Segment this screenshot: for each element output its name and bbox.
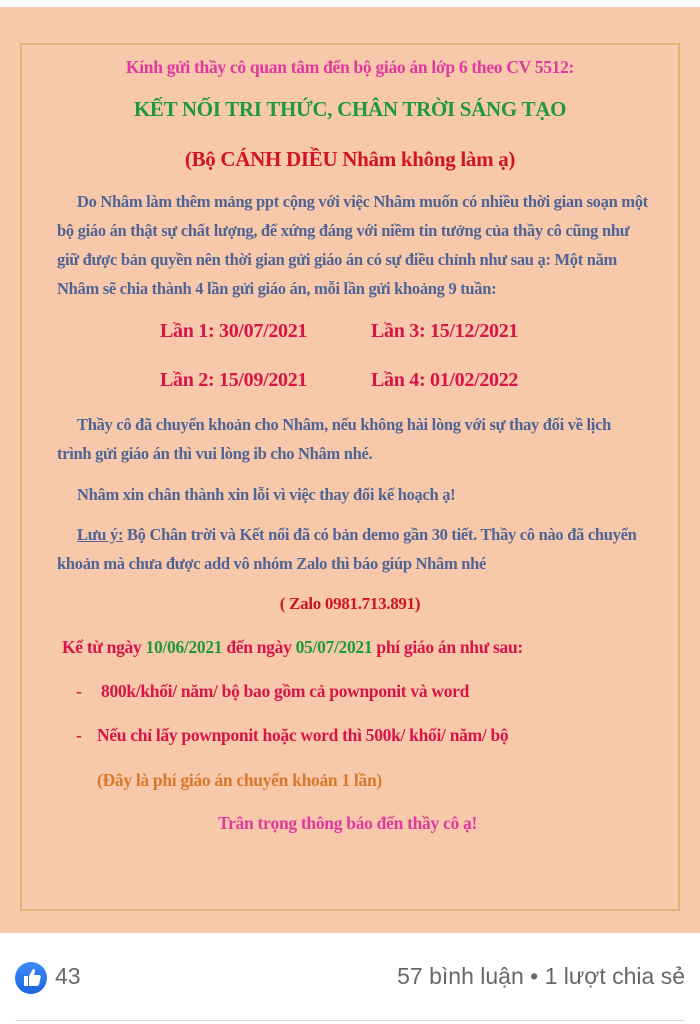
fee-note: (Đây là phí giáo án chuyển khoản 1 lần) <box>97 770 382 790</box>
zalo-contact: ( Zalo 0981.713.891) <box>279 594 421 613</box>
transfer-line: trình gửi giáo án thì vui lòng ib cho Nhâm nhé. <box>57 444 373 463</box>
post-image[interactable] <box>0 7 700 933</box>
bullet-dash: - <box>76 681 82 701</box>
intro-line: giữ được bản quyền nên thời gian gửi giáo án có sự điều chỉnh như sau ạ: Một năm <box>57 250 617 269</box>
schedule-1: Lần 1: 30/07/2021 <box>160 320 308 342</box>
greeting: Kính gửi thầy cô quan tâm đến bộ giáo án lớp 6 theo CV 5512: <box>125 57 575 77</box>
intro-line: bộ giáo án thật sự chất lượng, để xứng đáng với niềm tin tưởng của thầy cô cũng như <box>57 221 630 240</box>
fee-suffix: phí giáo án như sau: <box>372 637 523 657</box>
fee-heading <box>62 637 523 658</box>
schedule-3: Lần 3: 15/12/2021 <box>371 320 519 342</box>
note-line-2: khoản mà chưa được add vô nhóm Zalo thì báo giúp Nhâm nhé <box>57 554 487 573</box>
closing: Trân trọng thông báo đến thầy cô ạ! <box>218 813 477 833</box>
subtitle: (Bộ CÁNH DIỀU Nhâm không làm ạ) <box>184 147 516 171</box>
schedule-4: Lần 4: 01/02/2022 <box>371 369 519 391</box>
note-label: Lưu ý: <box>77 525 124 544</box>
title: KẾT NỐI TRI THỨC, CHÂN TRỜI SÁNG TẠO <box>133 97 567 121</box>
note-line <box>77 525 636 545</box>
fee-item: Nếu chỉ lấy pownponit hoặc word thì 500k/ khối/ năm/ bộ <box>97 725 509 745</box>
fee-date-end: 05/07/2021 <box>295 637 373 657</box>
fee-prefix: Kể từ ngày <box>62 637 146 657</box>
bullet-dash: - <box>76 725 82 745</box>
fee-mid: đến ngày <box>222 637 296 657</box>
schedule-2: Lần 2: 15/09/2021 <box>160 369 308 391</box>
intro-line: Nhâm sẽ chia thành 4 lần gửi giáo án, mỗi lần gửi khoảng 9 tuần: <box>57 279 497 298</box>
like-count[interactable]: 43 <box>55 963 81 989</box>
apology: Nhâm xin chân thành xin lỗi vì việc thay đổi kế hoạch ạ! <box>77 485 456 504</box>
divider <box>15 1020 685 1021</box>
intro-line: Do Nhâm làm thêm mảng ppt cộng với việc Nhâm muốn có nhiều thời gian soạn một <box>77 192 648 211</box>
note-text: Bộ Chân trời và Kết nối đã có bản demo gần 30 tiết. Thầy cô nào đã chuyển <box>123 525 637 544</box>
fee-item: 800k/khối/ năm/ bộ bao gồm cả pownponit và word <box>101 681 470 701</box>
comments-shares[interactable]: 57 bình luận • 1 lượt chia sẻ <box>397 963 685 989</box>
like-icon[interactable] <box>15 962 47 994</box>
post-footer <box>0 933 700 1024</box>
transfer-line: Thầy cô đã chuyển khoản cho Nhâm, nếu không hài lòng với sự thay đổi về lịch <box>77 415 611 434</box>
fee-date-start: 10/06/2021 <box>145 637 223 657</box>
